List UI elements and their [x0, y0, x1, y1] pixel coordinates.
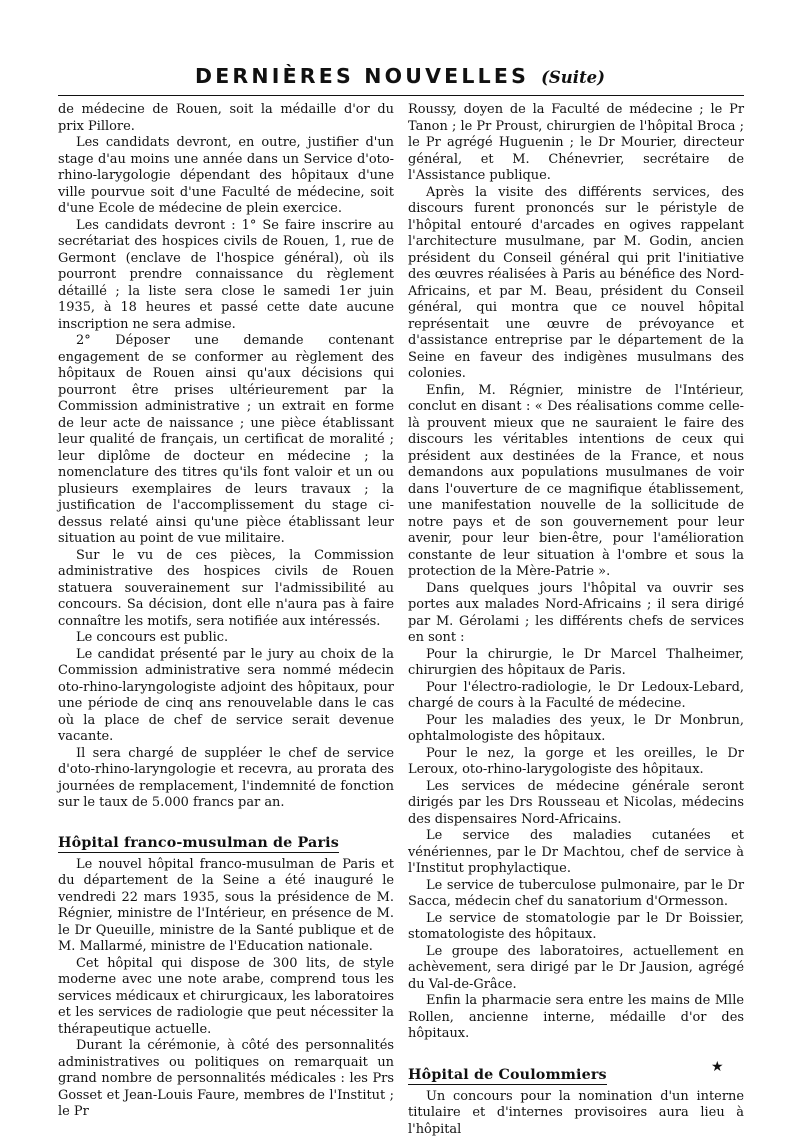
paragraph: Dans quelques jours l'hôpital va ouvrir ses portes aux malades Nord-Africains ; il sera dirigé par M. Gérolami ; les différents chefs de services en sont :: [408, 580, 744, 645]
section-title-coulommiers: Hôpital de Coulommiers: [408, 1066, 607, 1083]
paragraph: Les candidats devront, en outre, justifier d'un stage d'au moins une année dans un Service d'oto-rhino-larygologie dépendant des hôpitaux d'une ville pourvue soit d'une Faculté de médecine, soit d'une Ecole de médecine de plein exercice.: [58, 135, 394, 216]
paragraph: Après la visite des différents services, des discours furent prononcés sur le péristyle de l'hôpital entouré d'arcades en ogives rappelant l'architecture musulmane, par M. Godin, ancien président du Conseil général qui prit l'initiative des œuvres réalisées à Paris au bénéfice des Nord-Africains, et par M. Beau, président du Conseil général, qui montra que ce nouvel hôpital représentait une œuvre de prévoyance et d'assistance entreprise par le département de la Seine en faveur des indigènes musulmans des colonies.: [408, 184, 744, 381]
paragraph: Pour la chirurgie, le Dr Marcel Thalheimer, chirurgien des hôpitaux de Paris.: [408, 646, 744, 678]
section-heading-wrap: [408, 1066, 744, 1085]
paragraph: Les services de médecine générale seront dirigés par les Drs Rousseau et Nicolas, médecins des dispensaires Nord-Africains.: [408, 778, 744, 827]
paragraph: Le concours est public.: [76, 630, 229, 645]
header-title: DERNIÈRES NOUVELLES: [195, 64, 530, 88]
header-suite: (Suite): [541, 68, 605, 87]
paragraph: Pour le nez, la gorge et les oreilles, le Dr Leroux, oto-rhino-larygologiste des hôpitaux.: [408, 745, 744, 777]
paragraph: Sur le vu de ces pièces, la Commission administrative des hospices civils de Rouen statuera souverainement sur l'admissibilité au concours. Sa décision, dont elle n'aura pas à faire connaître les motifs, sera notifiée aux intéressés.: [58, 547, 394, 629]
paragraph: Pour les maladies des yeux, le Dr Monbrun, ophtalmologiste des hôpitaux.: [408, 712, 744, 744]
paragraph: Le service de stomatologie par le Dr Boissier, stomatologiste des hôpitaux.: [408, 910, 744, 942]
paragraph: Le service des maladies cutanées et vénériennes, par le Dr Machtou, chef de service à l'Institut prophylactique.: [408, 828, 744, 876]
paragraph: Pour l'électro-radiologie, le Dr Ledoux-Lebard, chargé de cours à la Faculté de médecine.: [408, 679, 744, 711]
paragraph: Enfin la pharmacie sera entre les mains de Mlle Rollen, ancienne interne, médaille d'or des hôpitaux.: [408, 993, 744, 1041]
paragraph: Le groupe des laboratoires, actuellement en achèvement, sera dirigé par le Dr Jausion, agrégé du Val-de-Grâce.: [408, 943, 744, 992]
paragraph: Le service de tuberculose pulmonaire, par le Dr Sacca, médecin chef du sanatorium d'Ormesson.: [408, 877, 744, 909]
paragraph: Il sera chargé de suppléer le chef de service d'oto-rhino-laryngologie et recevra, au prorata des journées de remplacement, l'indemnité de fonction sur le taux de 5.000 francs par an.: [58, 745, 394, 810]
paragraph: de médecine de Rouen, soit la médaille d'or du prix Pillore.: [58, 102, 394, 134]
section-heading-wrap: [58, 834, 394, 853]
paragraph: Le candidat présenté par le jury au choix de la Commission administrative sera nommé médecin oto-rhino-laryngologiste adjoint des hôpitaux, pour une période de cinq ans renouvelable dans le cas où la place de chef de service serait devenue vacante.: [58, 646, 394, 744]
paragraph: Un concours pour la nomination d'un interne titulaire et d'internes provisoires aura lieu à l'hôpital: [408, 1088, 744, 1137]
left-column: [58, 102, 394, 1121]
paragraph: Enfin, M. Régnier, ministre de l'Intérieur, conclut en disant : « Des réalisations comme celle-là prouvent mieux que ne sauraient le faire des discours les véritables intentions de ceux qui président aux destinées de la France, et nous demandons aux populations musulmanes de voir dans l'ouverture de ce magnifique établissement, une manifestation nouvelle de la sollicitude de notre pays et de son gouvernement pour leur avenir, pour leur bien-être, pour l'amélioration constante de leur situation à l'ombre et sous la protection de la Mère-Patrie ».: [408, 382, 744, 579]
paragraph: Le nouvel hôpital franco-musulman de Paris et du département de la Seine a été inauguré le vendredi 22 mars 1935, sous la présidence de M. Régnier, ministre de l'Intérieur, en présence de M. le Dr Queuille, ministre de la Santé publique et de M. Mallarmé, ministre de l'Education nationale.: [58, 856, 394, 954]
paragraph: Cet hôpital qui dispose de 300 lits, de style moderne avec une note arabe, comprend tous les services médicaux et chirurgicaux, les laboratoires et les services de radiologie que peut nécessiter la thérapeutique actuelle.: [58, 955, 394, 1037]
paragraph: Roussy, doyen de la Faculté de médecine ; le Pr Tanon ; le Pr Proust, chirurgien de l'hôpital Broca ; le Pr agrégé Huguenin ; le Dr Mourier, directeur général, et M. Chénevrier, secrétaire de l'Assistance publique.: [408, 102, 744, 183]
star-ornament: ★: [711, 1059, 724, 1075]
paragraph: Durant la cérémonie, à côté des personnalités administratives ou politiques on remarquait un grand nombre de personnalités médicales : les Prs Gosset et Jean-Louis Faure, membres de l'Institut ; le Pr: [58, 1038, 394, 1119]
section-title-franco-musulman: Hôpital franco-musulman de Paris: [58, 834, 339, 851]
header-rule: [58, 95, 744, 96]
paragraph: Les candidats devront : 1° Se faire inscrire au secrétariat des hospices civils de Rouen, 1, rue de Germont (enclave de l'hospice général), où ils pourront prendre connaissance du règlement détaillé ; la liste sera close le samedi 1er juin 1935, à 18 heures et passé cette date aucune inscription ne sera admise.: [58, 217, 394, 332]
right-column: [408, 102, 744, 1138]
page-header: [0, 64, 800, 88]
paragraph: 2° Déposer une demande contenant engagement de se conformer au règlement des hôpitaux de Rouen ainsi qu'aux décisions qui pourront être prises ultérieurement par la Commission administrative ; un extrait en forme de leur acte de naissance ; une pièce établissant leur qualité de français, un certificat de moralité ; leur diplôme de docteur en médecine ; la nomenclature des titres qu'ils font valoir et un ou plusieurs exemplaires de leurs travaux ; la justification de l'accomplissement du stage ci-dessus relaté ainsi qu'une pièce établissant leur situation au point de vue militaire.: [58, 333, 394, 546]
